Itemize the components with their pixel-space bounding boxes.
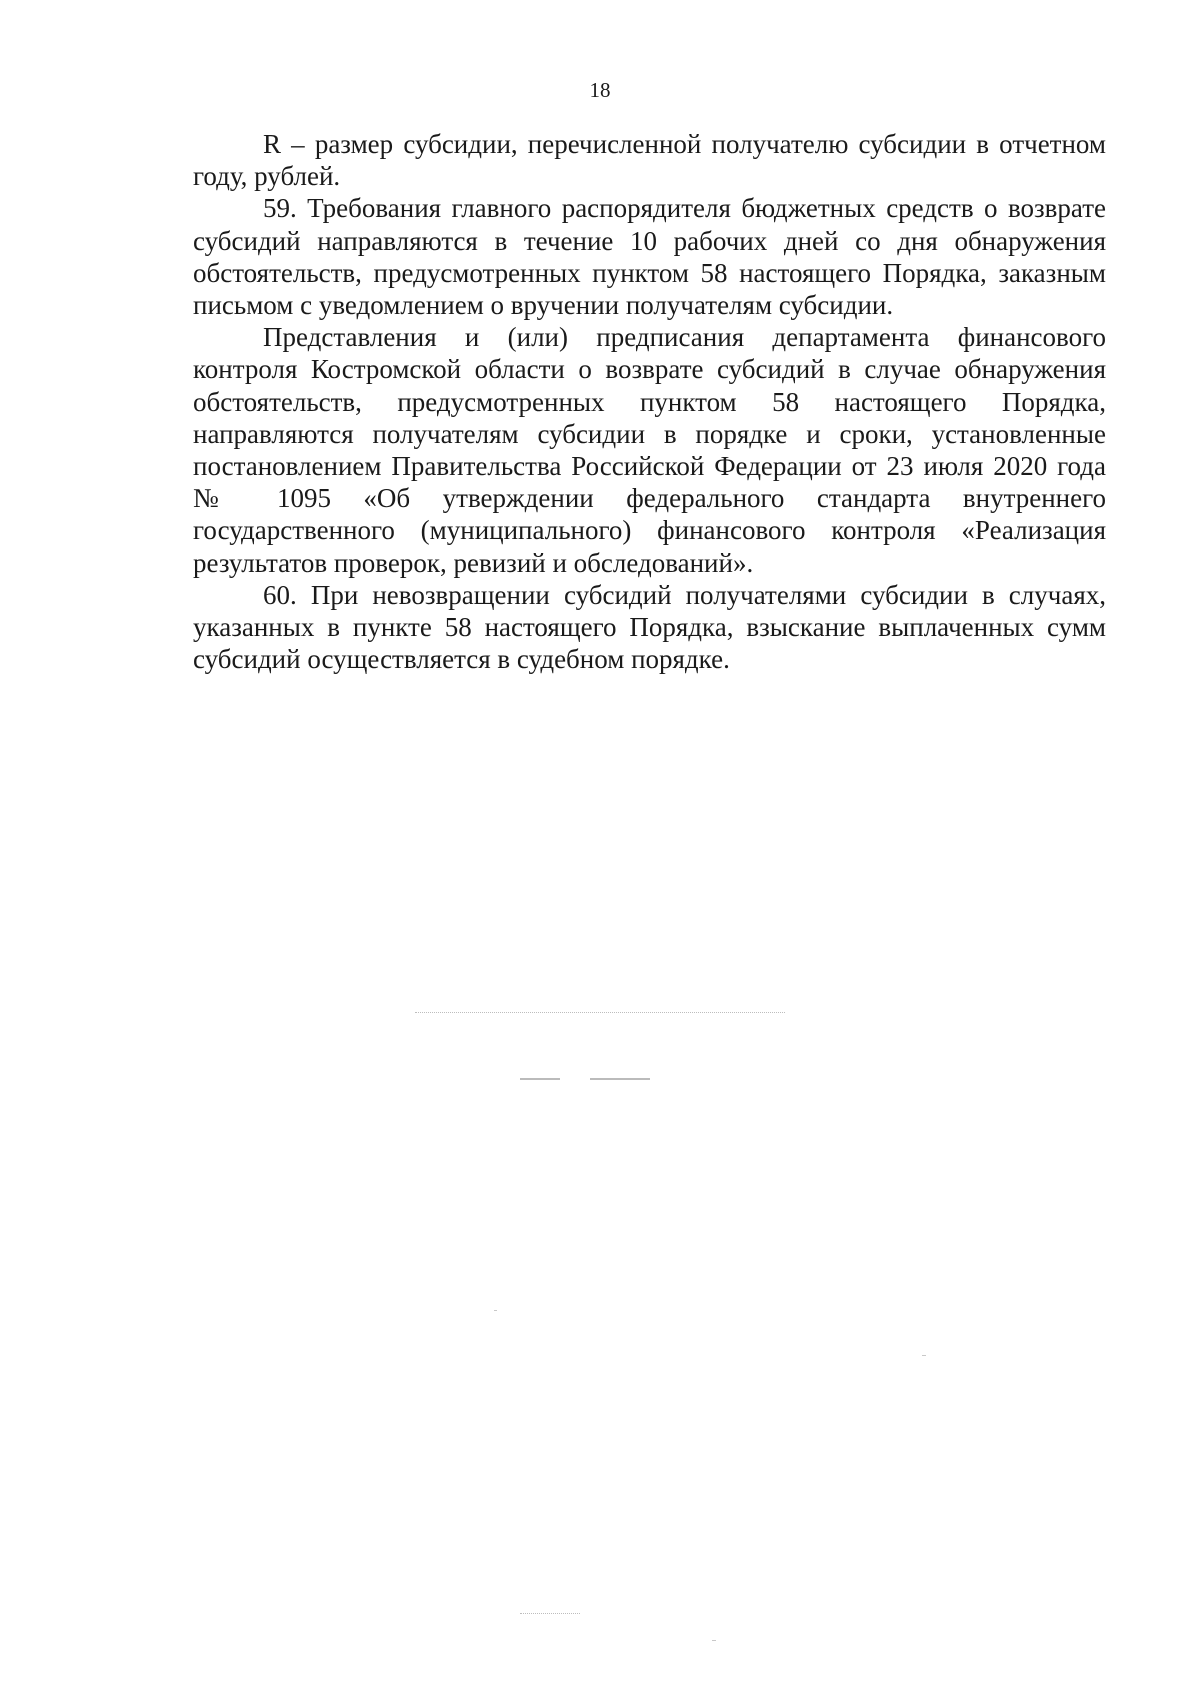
page-number: 18: [589, 78, 611, 102]
paragraph-59: 59. Требования главного распорядителя бюджетных средств о возврате субсидий направляются в течение 10 рабочих дней со дня обнаружения обстоятельств, предусмотренных пунктом 58 настоящего Порядка, заказным письмом с уведомлением о вручении получателям субсидии.: [193, 193, 1106, 321]
scan-artifact: [520, 1078, 560, 1080]
scan-artifact: [520, 1613, 580, 1614]
scan-artifact: [415, 1012, 785, 1013]
paragraph-control-department: Представления и (или) предписания департамента финансового контроля Костромской области о возврате субсидий в случае обнаружения обстоятельств, предусмотренных пунктом 58 настоящего Порядка, направляются получателям субсидии в порядке и сроки, установленные постановлением Правительства Российской Федерации от 23 июля 2020 года № 1095 «Об утверждении федерального стандарта внутреннего государственного (муниципального) финансового контроля «Реализация результатов проверок, ревизий и обследований».: [193, 322, 1106, 578]
scan-artifact: [494, 1310, 497, 1311]
document-body: [193, 128, 1106, 675]
scan-artifact: [712, 1640, 716, 1641]
scan-artifact: [590, 1078, 650, 1080]
paragraph-60: 60. При невозвращении субсидий получателями субсидии в случаях, указанных в пункте 58 настоящего Порядка, взыскание выплаченных сумм субсидий осуществляется в судебном порядке.: [193, 579, 1106, 675]
scan-artifact: [922, 1355, 926, 1356]
paragraph-subsidy-size: R – размер субсидии, перечисленной получателю субсидии в отчетном году, рублей.: [193, 129, 1106, 192]
